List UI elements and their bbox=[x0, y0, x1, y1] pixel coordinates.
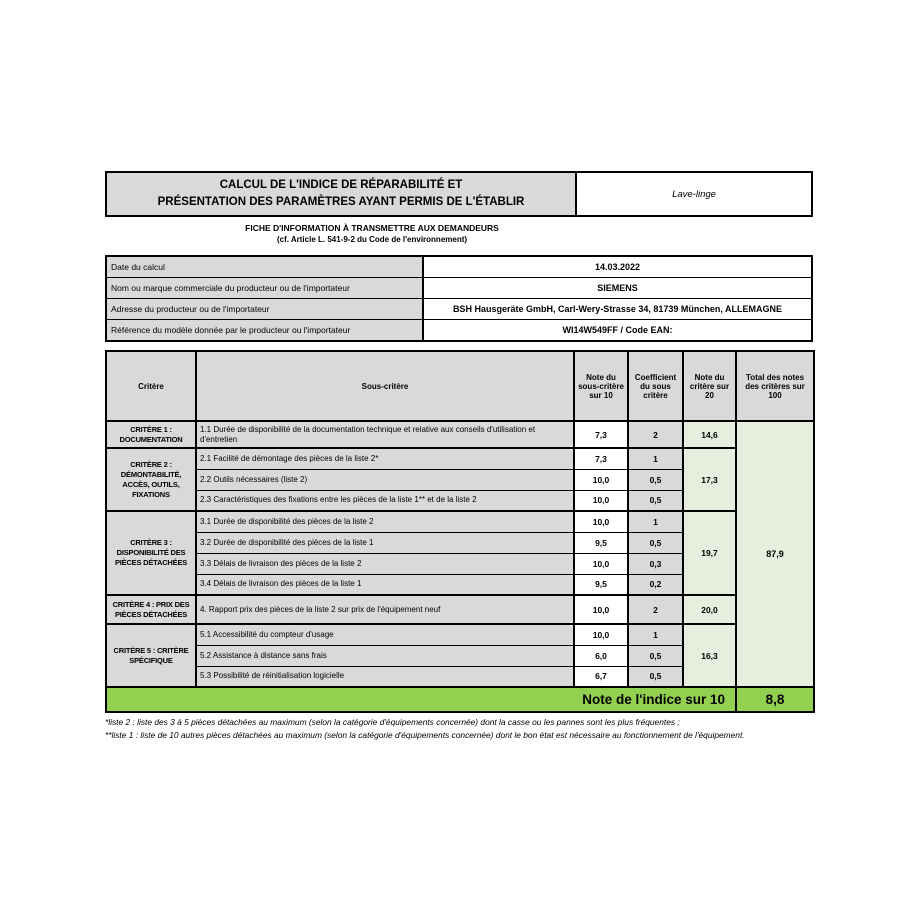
subscore-cell: 7,3 bbox=[574, 448, 628, 469]
subtitle-line-2: (cf. Article L. 541-9-2 du Code de l'environnement) bbox=[276, 235, 468, 244]
criterion-score-cell: 14,6 bbox=[683, 421, 736, 448]
info-label: Date du calcul bbox=[106, 256, 423, 278]
subscore-cell: 10,0 bbox=[574, 511, 628, 532]
subscore-cell: 9,5 bbox=[574, 574, 628, 595]
coefficient-cell: 2 bbox=[628, 595, 683, 624]
product-category: Lave-linge bbox=[577, 173, 811, 215]
criterion-score-cell: 17,3 bbox=[683, 448, 736, 511]
coefficient-cell: 0,5 bbox=[628, 469, 683, 490]
subcriterion-cell: 3.2 Durée de disponibilité des pièces de la liste 1 bbox=[196, 532, 574, 553]
footnote-liste1: **liste 1 : liste de 10 autres pièces détachées au maximum (selon la catégorie d'équipements concernée) dont le bon état est nécessaire au fonctionnement de l'équipement. bbox=[105, 730, 745, 740]
coefficient-cell: 0,3 bbox=[628, 553, 683, 574]
table-row bbox=[106, 511, 814, 532]
index-result-row bbox=[106, 687, 814, 712]
table-row bbox=[106, 448, 814, 469]
subscore-cell: 6,0 bbox=[574, 645, 628, 666]
subtitle-line-1: FICHE D'INFORMATION À TRANSMETTRE AUX DEMANDEURS bbox=[245, 223, 499, 233]
info-label: Adresse du producteur ou de l'importateur bbox=[106, 299, 423, 320]
subscore-cell: 9,5 bbox=[574, 532, 628, 553]
subcriterion-cell: 1.1 Durée de disponibilité de la documentation technique et relative aux conseils d'utilisation et d'entretien bbox=[196, 421, 574, 448]
col-header-total: Total des notes des critères sur 100 bbox=[736, 351, 814, 421]
subcriterion-cell: 3.1 Durée de disponibilité des pièces de la liste 2 bbox=[196, 511, 574, 532]
table-row bbox=[106, 624, 814, 645]
criterion-cell: CRITÈRE 1 : DOCUMENTATION bbox=[106, 421, 196, 448]
coefficient-cell: 1 bbox=[628, 624, 683, 645]
subcriterion-cell: 4. Rapport prix des pièces de la liste 2 sur prix de l'équipement neuf bbox=[196, 595, 574, 624]
subcriterion-cell: 2.3 Caractéristiques des fixations entre les pièces de la liste 1** et de la liste 2 bbox=[196, 490, 574, 511]
col-header-coefficient: Coefficient du sous critère bbox=[628, 351, 683, 421]
product-info-table bbox=[105, 255, 813, 342]
criterion-score-cell: 19,7 bbox=[683, 511, 736, 595]
subcriterion-cell: 5.2 Assistance à distance sans frais bbox=[196, 645, 574, 666]
subscore-cell: 7,3 bbox=[574, 421, 628, 448]
criterion-score-cell: 16,3 bbox=[683, 624, 736, 687]
info-label: Nom ou marque commerciale du producteur ou de l'importateur bbox=[106, 278, 423, 299]
criteria-table bbox=[105, 350, 815, 713]
coefficient-cell: 0,5 bbox=[628, 532, 683, 553]
subscore-cell: 10,0 bbox=[574, 490, 628, 511]
repairability-sheet bbox=[105, 171, 813, 742]
subscore-cell: 10,0 bbox=[574, 595, 628, 624]
subcriterion-cell: 3.4 Délais de livraison des pièces de la liste 1 bbox=[196, 574, 574, 595]
criterion-score-cell: 20,0 bbox=[683, 595, 736, 624]
criterion-cell: CRITÈRE 2 : DÉMONTABILITÉ, ACCÈS, OUTILS, FIXATIONS bbox=[106, 448, 196, 511]
table-row bbox=[106, 595, 814, 624]
subtitle bbox=[105, 222, 639, 245]
document-title bbox=[107, 173, 577, 215]
footnotes bbox=[105, 716, 813, 742]
coefficient-cell: 1 bbox=[628, 511, 683, 532]
subscore-cell: 6,7 bbox=[574, 666, 628, 687]
criterion-cell: CRITÈRE 5 : CRITÈRE SPÉCIFIQUE bbox=[106, 624, 196, 687]
subscore-cell: 10,0 bbox=[574, 469, 628, 490]
subcriterion-cell: 2.2 Outils nécessaires (liste 2) bbox=[196, 469, 574, 490]
col-header-sous-critere: Sous-critère bbox=[196, 351, 574, 421]
criterion-cell: CRITÈRE 3 : DISPONIBILITÉ DES PIÈCES DÉTACHÉES bbox=[106, 511, 196, 595]
info-value: BSH Hausgeräte GmbH, Carl-Wery-Strasse 34, 81739 München, ALLEMAGNE bbox=[423, 299, 812, 320]
subcriterion-cell: 5.3 Possibilité de réinitialisation logicielle bbox=[196, 666, 574, 687]
info-value: SIEMENS bbox=[423, 278, 812, 299]
title-line-2: PRÉSENTATION DES PARAMÈTRES AYANT PERMIS DE L'ÉTABLIR bbox=[157, 196, 525, 208]
info-row-brand bbox=[106, 278, 812, 299]
subcriterion-cell: 3.3 Délais de livraison des pièces de la liste 2 bbox=[196, 553, 574, 574]
coefficient-cell: 0,5 bbox=[628, 490, 683, 511]
info-label: Référence du modèle donnée par le producteur ou l'importateur bbox=[106, 320, 423, 342]
index-value: 8,8 bbox=[736, 687, 814, 712]
subcriterion-cell: 5.1 Accessibilité du compteur d'usage bbox=[196, 624, 574, 645]
coefficient-cell: 0,5 bbox=[628, 645, 683, 666]
index-label: Note de l'indice sur 10 bbox=[106, 687, 736, 712]
subscore-cell: 10,0 bbox=[574, 553, 628, 574]
info-value: 14.03.2022 bbox=[423, 256, 812, 278]
col-header-note-sous-critere: Note du sous-critère sur 10 bbox=[574, 351, 628, 421]
coefficient-cell: 0,5 bbox=[628, 666, 683, 687]
subscore-cell: 10,0 bbox=[574, 624, 628, 645]
info-row-address bbox=[106, 299, 812, 320]
subcriterion-cell: 2.1 Facilité de démontage des pièces de la liste 2* bbox=[196, 448, 574, 469]
footnote-liste2: *liste 2 : liste des 3 à 5 pièces détachées au maximum (selon la catégorie d'équipements concernée) dont la casse ou les pannes sont les plus fréquentes ; bbox=[105, 717, 680, 727]
info-row-date bbox=[106, 256, 812, 278]
title-banner bbox=[105, 171, 813, 217]
col-header-note-critere: Note du critère sur 20 bbox=[683, 351, 736, 421]
coefficient-cell: 2 bbox=[628, 421, 683, 448]
table-row bbox=[106, 421, 814, 448]
info-value: WI14W549FF / Code EAN: bbox=[423, 320, 812, 342]
col-header-critere: Critère bbox=[106, 351, 196, 421]
criterion-cell: CRITÈRE 4 : PRIX DES PIÈCES DÉTACHÉES bbox=[106, 595, 196, 624]
total-score-cell: 87,9 bbox=[736, 421, 814, 687]
coefficient-cell: 0,2 bbox=[628, 574, 683, 595]
info-row-model bbox=[106, 320, 812, 342]
title-line-1: CALCUL DE L'INDICE DE RÉPARABILITÉ ET bbox=[219, 179, 463, 191]
criteria-header-row bbox=[106, 351, 814, 421]
coefficient-cell: 1 bbox=[628, 448, 683, 469]
